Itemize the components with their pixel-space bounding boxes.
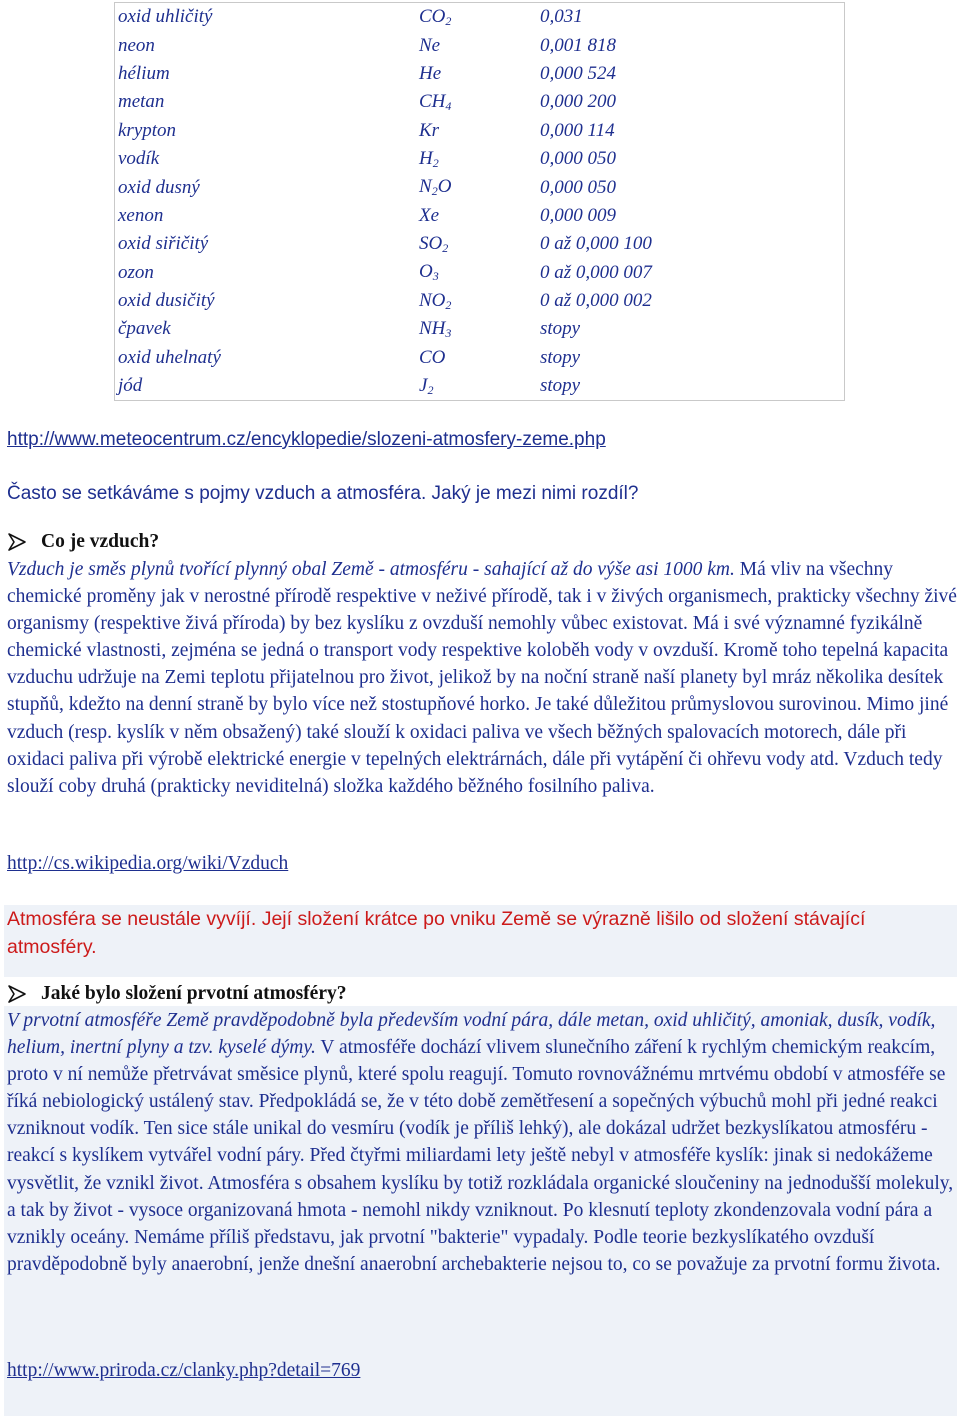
intro-question: Často se setkáváme s pojmy vzduch a atmosféra. Jaký je mezi nimi rozdíl?: [7, 483, 639, 504]
gas-volume-value: 0 až 0,000 002: [540, 290, 652, 312]
gas-name: čpavek: [118, 318, 171, 340]
formula-base: CO: [419, 346, 446, 368]
meteocentrum-link[interactable]: http://www.meteocentrum.cz/encyklopedie/slozeni-atmosfery-zeme.php: [7, 429, 606, 450]
gas-name: neon: [118, 34, 155, 56]
table-row: [115, 315, 845, 343]
gas-formula: [416, 315, 537, 343]
gas-formula: [416, 3, 537, 32]
formula-base: N: [419, 176, 432, 198]
formula-base: Xe: [419, 204, 440, 226]
formula-base: J: [419, 374, 428, 396]
gas-formula: [416, 117, 537, 145]
gas-formula: [416, 344, 537, 372]
gas-formula: [416, 145, 537, 173]
section-heading-primordial: [7, 983, 346, 1005]
formula-subscript: 3: [432, 269, 439, 284]
table-row: [115, 230, 845, 258]
gas-volume-value: 0 až 0,000 100: [540, 233, 652, 255]
table-row: [115, 145, 845, 173]
gas-volume-value: 0,000 050: [540, 148, 616, 170]
gas-name: oxid uhličitý: [118, 6, 213, 28]
gas-volume-value: 0,000 009: [540, 204, 616, 226]
arrowhead-bullet-icon: [7, 984, 27, 1004]
formula-subscript: 2: [445, 297, 452, 312]
air-body-text: Má vliv na všechny chemické proměny jak v nerostné přírodě respektive v neživé přírodě, tak i v živých organismech, prakticky všechny živé organismy (respektive živá příroda) by bez kyslíku z ovzduší nemohly vůbec existovat. Má i své významné fyzikálně chemické vlastnosti, zejména se jedná o transport vody respektive koloběh vody v ovzduší. Kromě toho tepelná kapacita vzduchu udržuje na Zemi teplotu přijatelnou pro život, jelikož by na noční straně naší planety byl mráz několika desítek stupňů, kdežto na denní straně by bylo více než stostupňové horko. Je také důležitou průmyslovou surovinou. Mimo jiné vzduch (resp. kyslík v něm obsažený) také slouží k oxidaci paliva ve všech běžných spalovacích motorech, dále při oxidaci paliva při výrobě elektrické energie v tepelných elektrárnách, dále při vytápění či ohřevu vody atd. Vzduch tedy slouží coby druhá (prakticky neviditelná) složka každého běžného fosilního paliva.: [7, 559, 957, 797]
primordial-paragraph: [7, 1007, 957, 1278]
table-row: [115, 117, 845, 145]
priroda-link[interactable]: http://www.priroda.cz/clanky.php?detail=769: [7, 1360, 361, 1381]
gas-name: ozon: [118, 261, 154, 283]
section-heading-text: Jaké bylo složení prvotní atmosféry?: [41, 983, 347, 1004]
air-paragraph: [7, 556, 957, 800]
gas-formula: [416, 31, 537, 59]
formula-base: SO: [419, 232, 443, 254]
formula-base: Ne: [419, 34, 441, 56]
gas-volume-value: 0,001 818: [540, 34, 616, 56]
formula-base: CO: [419, 5, 446, 27]
gas-name: oxid dusičitý: [118, 290, 215, 312]
formula-base: H: [419, 147, 433, 169]
table-row: [115, 372, 845, 401]
table-row: [115, 287, 845, 315]
table-row: [115, 31, 845, 59]
gas-formula: [416, 259, 537, 287]
air-definition: Vzduch je směs plynů tvořící plynný obal Země - atmosféru - sahající až do výše asi 1000 km.: [7, 559, 735, 580]
table-row: [115, 88, 845, 116]
table-row: [115, 60, 845, 88]
primordial-definition: V prvotní atmosféře Země pravděpodobně byla především vodní pára, dále metan, oxid uhličitý, amoniak, dusík, vodík, helium, inertní plyny a tzv. kyselé dýmy.: [7, 1010, 936, 1059]
gas-volume-value: 0,000 114: [540, 119, 615, 141]
primordial-body-text: V atmosféře dochází vlivem slunečního záření k rychlým chemickým reakcím, proto v ní nemůže přetrvávat směsice plynů, které spolu reagují. Tomuto rovnovážnému mrtvému období v atmosféře se říká nebiologický ustálený stav. Předpokládá se, že v této době zemětřesení a sopečných výbuchů mohl při jedné reakci vzniknout vodík. Ten sice stále unikal do vesmíru (vodík je příliš lehký), ale dokázal udržet bezkyslíkatou atmosféru - reakcí s kyslíkem vytvářel vodní páry. Před čtyřmi miliardami lety ještě nebyl v atmosféře kyslík: jinak si nedokážeme vysvětlit, že vznikl život. Atmosféra s obsahem kyslíku by totiž rozkládala organické sloučeniny na jednodušší molekuly, a tak by život - vysoce organizovaná hmota - nemohl nikdy vzniknout. Po klesnutí teploty zkondenzovala vodní pára a vznikly oceány. Nemáme příliš představu, jak prvotní "bakterie" vypadaly. Podle teorie bezkyslíkatého ovzduší pravděpodobně byly anaerobní, jenže dnešní anaerobní archebakterie nejsou to, co se považuje za prvotní formu života.: [7, 1037, 954, 1275]
gas-volume-value: 0,000 200: [540, 91, 616, 113]
table-row: [115, 202, 845, 230]
atmosphere-statement: Atmosféra se neustále vyvíjí. Její složení krátce po vniku Země se výrazně lišilo od složení stávající atmosféry.: [7, 908, 866, 958]
table-row: [115, 173, 845, 201]
formula-subscript: 2: [445, 13, 452, 28]
formula-base: Kr: [419, 119, 440, 141]
table-row: [115, 3, 845, 32]
section-heading-text: Co je vzduch?: [41, 531, 160, 552]
gas-name: jód: [118, 375, 143, 397]
formula-subscript: 2: [431, 184, 438, 199]
gas-volume-value: 0,000 524: [540, 62, 616, 84]
formula-subscript: 3: [445, 325, 452, 340]
gas-name: vodík: [118, 148, 160, 170]
section-heading-air: [7, 531, 159, 553]
gas-formula: [416, 60, 537, 88]
gas-formula: [416, 287, 537, 315]
gas-formula: [416, 88, 537, 116]
gas-composition-table: [114, 2, 845, 401]
formula-subscript: 2: [432, 155, 439, 170]
gas-name: oxid dusný: [118, 176, 200, 198]
gas-name: metan: [118, 91, 165, 113]
gas-formula: [416, 202, 537, 230]
formula-base: O: [419, 261, 433, 283]
wikipedia-link[interactable]: http://cs.wikipedia.org/wiki/Vzduch: [7, 853, 289, 874]
gas-name: krypton: [118, 119, 177, 141]
gas-name: oxid siřičitý: [118, 233, 209, 255]
gas-volume-value: stopy: [540, 318, 581, 340]
gas-volume-value: 0,031: [540, 6, 583, 28]
arrowhead-bullet-icon: [7, 532, 27, 552]
formula-base: He: [419, 62, 442, 84]
formula-subscript: 2: [442, 240, 449, 255]
gas-name: xenon: [118, 204, 164, 226]
gas-formula: [416, 372, 537, 401]
table-row: [115, 259, 845, 287]
formula-base: NO: [419, 289, 446, 311]
gas-volume-value: stopy: [540, 346, 581, 368]
formula-subscript: 2: [427, 382, 434, 397]
gas-volume-value: 0 až 0,000 007: [540, 261, 652, 283]
formula-base: CH: [419, 90, 446, 112]
formula-base: NH: [419, 317, 446, 339]
formula-subscript: 4: [445, 98, 452, 113]
gas-volume-value: stopy: [540, 375, 581, 397]
gas-name: hélium: [118, 62, 170, 84]
gas-formula: [416, 230, 537, 258]
formula-suffix: O: [437, 176, 452, 198]
gas-formula: [416, 173, 537, 201]
gas-name: oxid uhelnatý: [118, 346, 221, 368]
table-row: [115, 344, 845, 372]
gas-volume-value: 0,000 050: [540, 176, 616, 198]
